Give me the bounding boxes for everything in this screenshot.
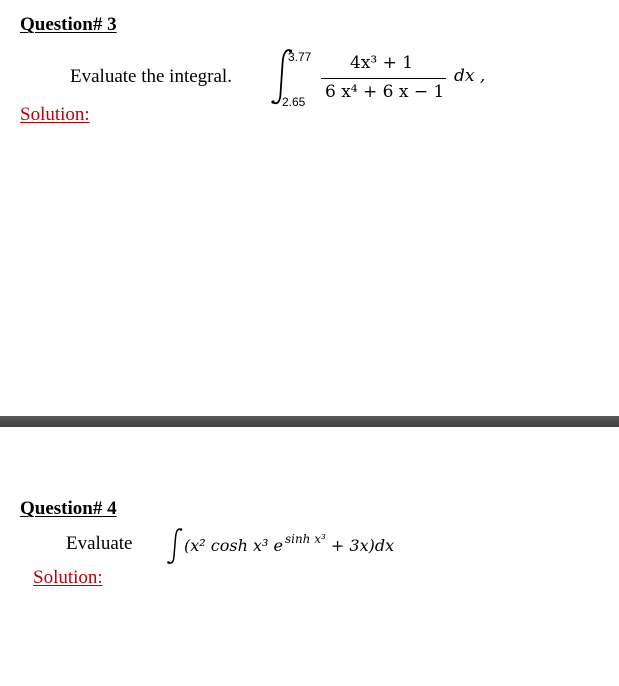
section-separator [0, 416, 619, 427]
exponent-sinh: sinh x³ [284, 532, 326, 546]
fraction-bar [321, 78, 446, 79]
question-4-prompt: Evaluate [66, 533, 133, 554]
lower-limit: 2.65 [282, 95, 306, 109]
fraction-numerator: 4x³ + 1 [350, 53, 414, 73]
integrand-open: (x² cosh x³ e [184, 536, 283, 555]
upper-limit: 3.77 [288, 50, 312, 64]
differential-q3: dx , [454, 66, 486, 86]
fraction-denominator: 6 x⁴ + 6 x − 1 [325, 82, 445, 102]
question-3-solution-label: Solution: [20, 104, 90, 125]
question-3-heading: Question# 3 [20, 14, 117, 35]
question-4-solution-label: Solution: [33, 567, 103, 588]
question-4-heading: Question# 4 [20, 498, 117, 519]
question-3-prompt: Evaluate the integral. [70, 66, 232, 87]
integrand-close: + 3x)dx [325, 536, 395, 555]
question-4-integrand [184, 532, 395, 555]
